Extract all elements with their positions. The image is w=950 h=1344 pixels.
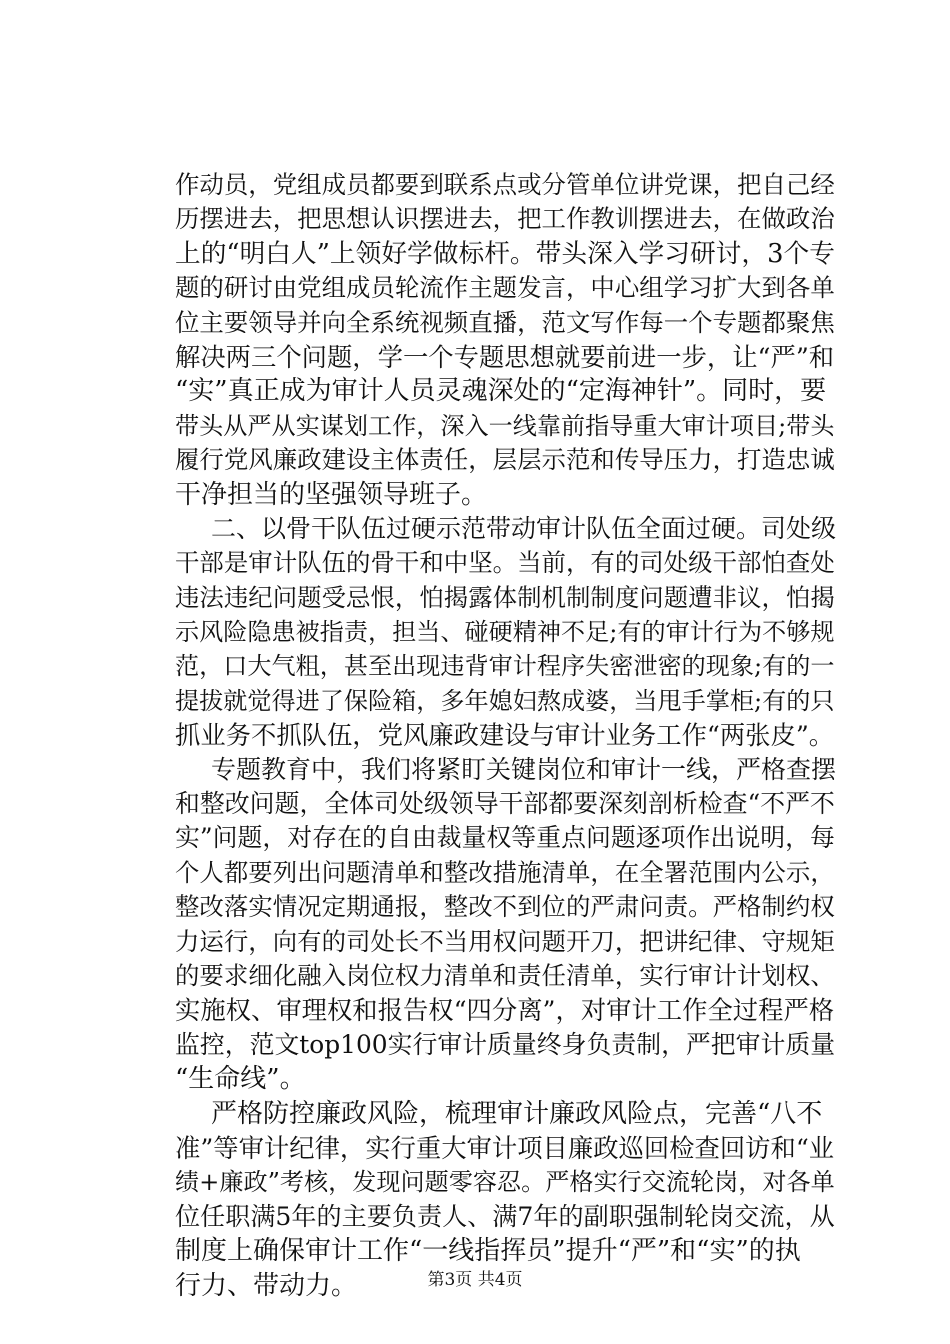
text-line: 示风险隐患被指责，担当、碰硬精神不足;有的审计行为不够规 (175, 618, 835, 647)
text-line: 制度上确保审计工作“一线指挥员”提升“严”和“实”的执 (175, 1236, 801, 1267)
text-line: 作动员，党组成员都要到联系点或分管单位讲党课，把自己经 (175, 170, 835, 199)
text-line: “生命线”。 (175, 1064, 306, 1095)
text-line: 位任职满5年的主要负责人、满7年的副职强制轮岗交流，从 (175, 1201, 835, 1231)
text-line: 履行党风廉政建设主体责任，层层示范和传导压力，打造忠诚 (175, 445, 835, 475)
text-line: 绩+廉政”考核，发现问题零容忍。严格实行交流轮岗，对各单 (175, 1168, 835, 1197)
text-line: 抓业务不抓队伍，党风廉政建设与审计业务工作“两张皮”。 (175, 720, 835, 751)
text-line: 准”等审计纪律，实行重大审计项目廉政巡回检查回访和“业 (175, 1132, 835, 1163)
text-line: 二、以骨干队伍过硬示范带动审计队伍全面过硬。司处级 (211, 513, 837, 543)
text-line: 整改落实情况定期通报，整改不到位的严肃问责。严格制约权 (175, 892, 835, 922)
text-line: 题的研讨由党组成员轮流作主题发言，中心组学习扩大到各单 (175, 273, 835, 303)
text-line: 监控，范文top100实行审计质量终身负责制，严把审计质量 (175, 1029, 836, 1059)
text-line: 的要求细化融入岗位权力清单和责任清单，实行审计计划权、 (175, 960, 835, 990)
text-line: 干部是审计队伍的骨干和中坚。当前，有的司处级干部怕查处 (175, 548, 835, 578)
text-line: 位主要领导并向全系统视频直播，范文写作每一个专题都聚焦 (175, 307, 835, 337)
text-line: 解决两三个问题，学一个专题思想就要前进一步，让“严”和 (175, 341, 835, 372)
document-body (175, 168, 835, 1303)
text-line: 行力、带动力。 (175, 1270, 358, 1301)
text-line: 专题教育中，我们将紧盯关键岗位和审计一线，严格查摆 (211, 754, 837, 784)
text-line: 带头从严从实谋划工作，深入一线靠前指导重大审计项目;带头 (175, 411, 835, 440)
text-line: 实”问题，对存在的自由裁量权等重点问题逐项作出说明，每 (175, 823, 835, 853)
text-line: 干净担当的坚强领导班子。 (175, 479, 488, 510)
text-line: “实”真正成为审计人员灵魂深处的“定海神针”。同时，要 (175, 376, 827, 407)
text-line: 提拔就觉得进了保险箱，多年媳妇熬成婆，当甩手掌柜;有的只 (175, 686, 835, 715)
text-line: 和整改问题，全体司处级领导干部都要深刻剖析检查“不严不 (175, 789, 835, 819)
text-line: 历摆进去，把思想认识摆进去，把工作教训摆进去，在做政治 (175, 204, 835, 234)
text-line: 个人都要列出问题清单和整改措施清单，在全署范围内公示， (175, 857, 835, 887)
text-line: 力运行，向有的司处长不当用权问题开刀，把讲纪律、守规矩 (175, 926, 835, 956)
text-line: 范，口大气粗，甚至出现违背审计程序失密泄密的现象;有的一 (175, 652, 835, 681)
text-line: 实施权、审理权和报告权“四分离”，对审计工作全过程严格 (175, 995, 835, 1026)
text-line: 严格防控廉政风险，梳理审计廉政风险点，完善“八不 (211, 1098, 823, 1129)
page-footer: 第3页 共4页 (427, 1270, 523, 1290)
text-line: 上的“明白人”上领好学做标杆。带头深入学习研讨，3个专 (175, 238, 835, 269)
text-line: 违法违纪问题受忌恨，怕揭露体制机制制度问题遭非议，怕揭 (175, 582, 835, 612)
